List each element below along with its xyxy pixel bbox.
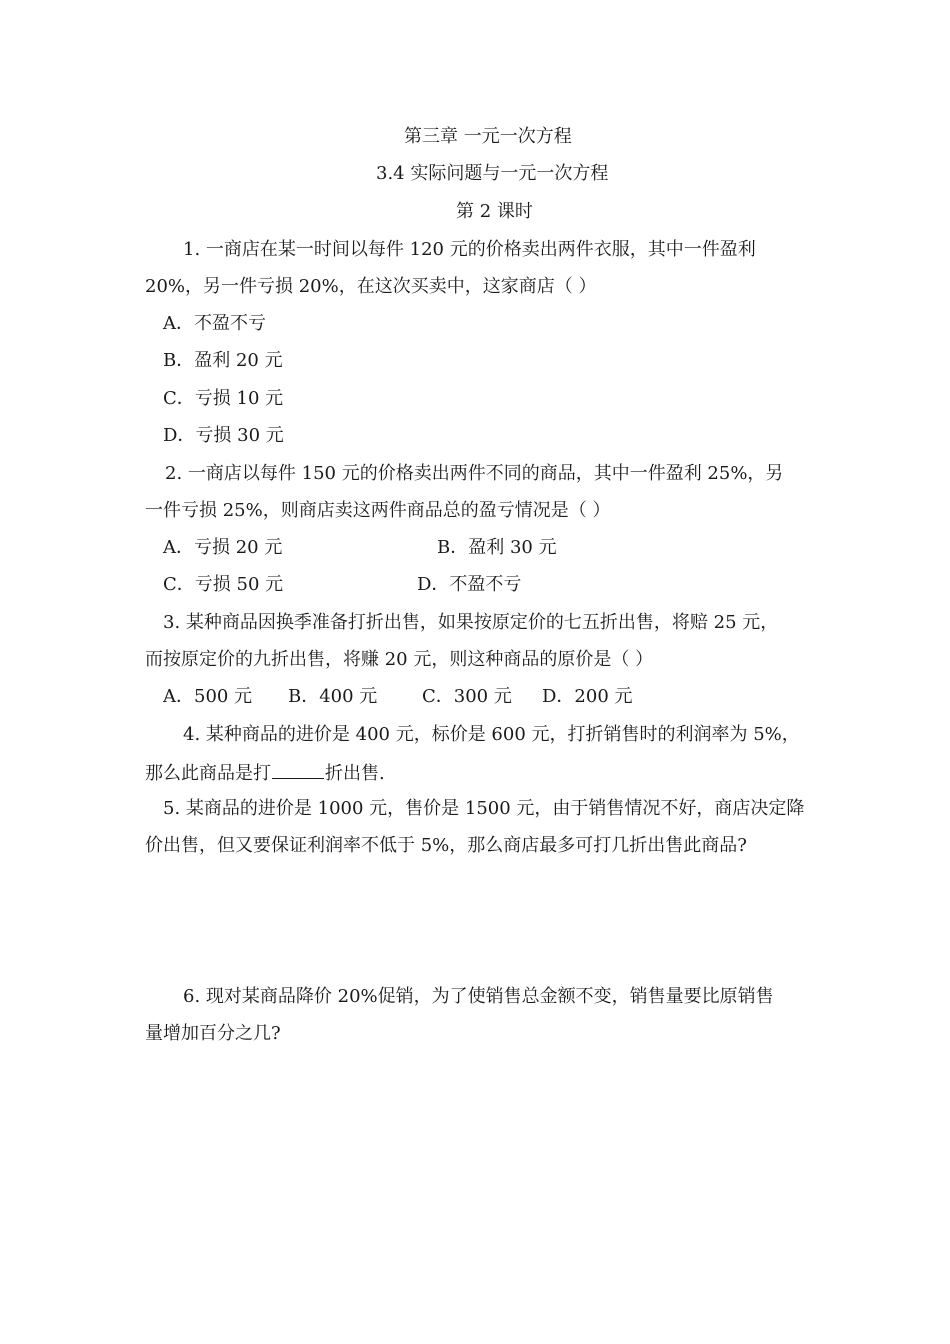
question-1-option-c: C．亏损 10 元 (163, 388, 284, 409)
question-2-option-a: A．亏损 20 元 (163, 537, 283, 558)
question-3-option-a: A．500 元 (163, 686, 253, 707)
question-3-option-b: B．400 元 (288, 686, 378, 707)
section-title: 3.4 实际问题与一元一次方程 (376, 163, 609, 184)
question-4-line-1: 4. 某种商品的进价是 400 元，标价是 600 元，打折销售时的利润率为 5%， (183, 724, 800, 745)
answer-blank[interactable] (272, 760, 324, 779)
question-6-line-2: 量增加百分之几? (145, 1023, 281, 1044)
question-4-text-after: 折出售. (325, 763, 385, 784)
question-4-text-before: 那么此商品是打 (145, 763, 271, 784)
question-2-option-c: C．亏损 50 元 (163, 574, 284, 595)
question-2-line-2: 一件亏损 25%，则商店卖这两件商品总的盈亏情况是（ ） (145, 500, 611, 521)
question-2-option-b: B．盈利 30 元 (437, 537, 557, 558)
question-4-line-2 (145, 760, 385, 786)
question-1-option-a: A．不盈不亏 (163, 313, 266, 334)
question-1-option-d: D．亏损 30 元 (163, 425, 284, 446)
question-3-option-c: C．300 元 (422, 686, 512, 707)
question-3-line-2: 而按原定价的九折出售，将赚 20 元，则这种商品的原价是（ ） (145, 649, 654, 670)
question-2-line-1: 2. 一商店以每件 150 元的价格卖出两件不同的商品，其中一件盈利 25%，另 (165, 463, 784, 484)
question-6-line-1: 6. 现对某商品降价 20%促销，为了使销售总金额不变，销售量要比原销售 (183, 986, 774, 1007)
question-1-line-1: 1. 一商店在某一时间以每件 120 元的价格卖出两件衣服，其中一件盈利 (183, 239, 756, 260)
lesson-title: 第 2 课时 (456, 201, 533, 222)
chapter-title: 第三章 一元一次方程 (404, 126, 572, 147)
question-5-line-2: 价出售，但又要保证利润率不低于 5%，那么商店最多可打几折出售此商品? (145, 835, 747, 856)
question-1-line-2: 20%，另一件亏损 20%，在这次买卖中，这家商店（ ） (145, 276, 597, 297)
question-1-option-b: B．盈利 20 元 (163, 350, 283, 371)
question-3-line-1: 3. 某种商品因换季准备打折出售，如果按原定价的七五折出售，将赔 25 元， (163, 612, 779, 633)
question-5-line-1: 5. 某商品的进价是 1000 元，售价是 1500 元，由于销售情况不好，商店决定降 (163, 798, 805, 819)
question-2-option-d: D．不盈不亏 (417, 574, 522, 595)
question-3-option-d: D．200 元 (542, 686, 633, 707)
